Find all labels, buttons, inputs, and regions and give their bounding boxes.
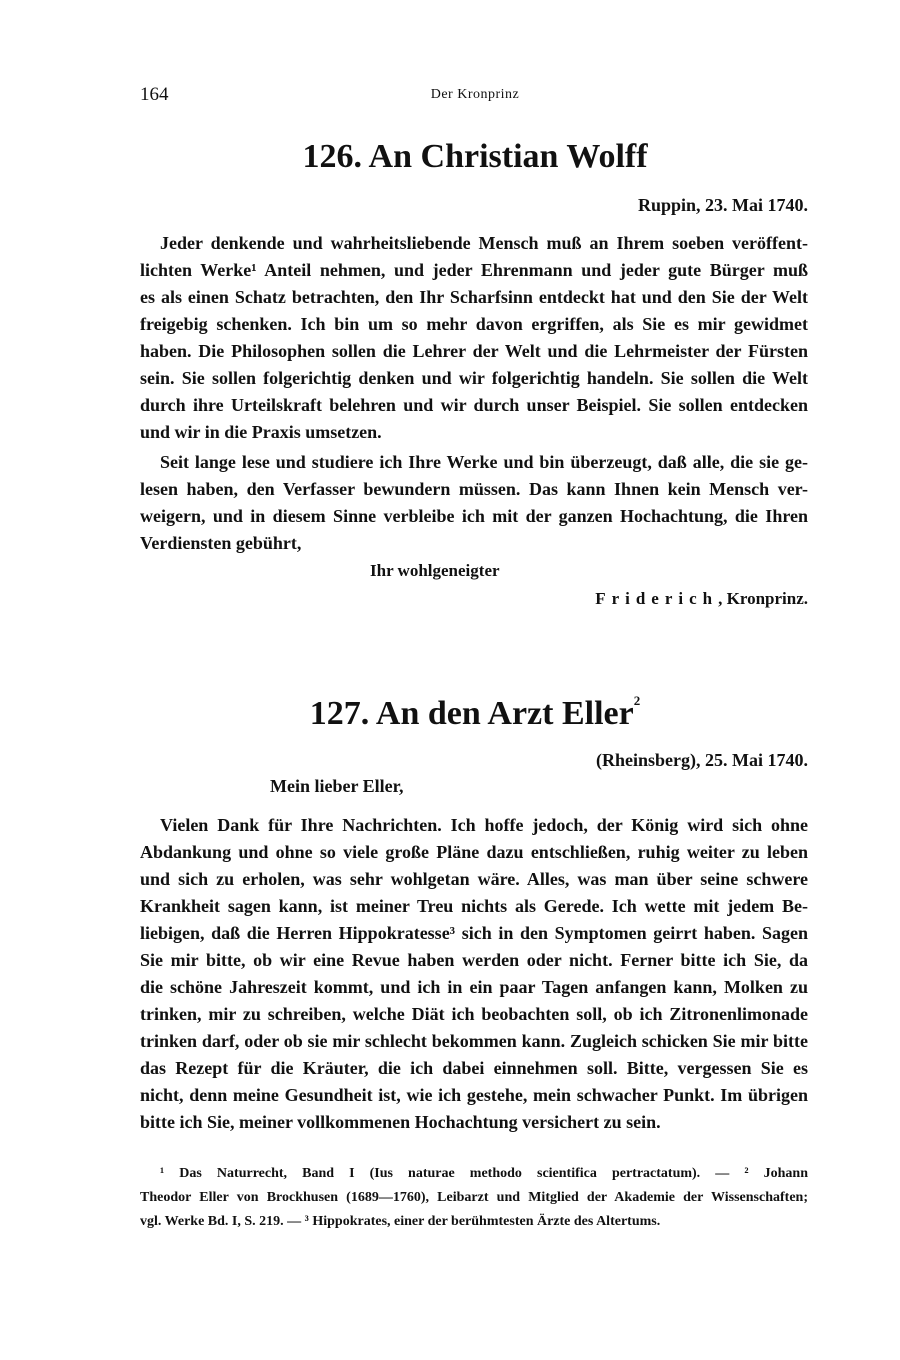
text-line: und wir in die Praxis umsetzen. bbox=[140, 422, 382, 442]
letter-126-closing: Ihr wohlgeneigter bbox=[370, 561, 500, 580]
text-line: weigern, und in diesem Sinne verbleibe ich mit der ganzen Hochachtung, die Ihren bbox=[140, 506, 808, 526]
letter-127-dateline: (Rheinsberg), 25. Mai 1740. bbox=[596, 750, 808, 770]
letter-126-paragraph-2 bbox=[140, 449, 808, 557]
text-line: sein. Sie sollen folgerichtig denken und wir folgerichtig handeln. Sie sollen die Welt bbox=[140, 368, 808, 388]
letter-126-dateline: Ruppin, 23. Mai 1740. bbox=[637, 195, 808, 215]
text-line: Seit lange lese und studiere ich Ihre Werke und bin überzeugt, daß alle, die sie ge- bbox=[160, 452, 808, 472]
text-line: Vielen Dank für Ihre Nachrichten. Ich hoffe jedoch, der König wird sich ohne bbox=[160, 815, 808, 835]
text-line: es als einen Schatz betrachten, den Ihr Scharfsinn entdeckt hat und den Sie der Welt bbox=[140, 287, 808, 307]
text-line: Abdankung und ohne so viele große Pläne dazu entschließen, ruhig weiter zu leben bbox=[140, 842, 808, 862]
signature-title: , Kronprinz. bbox=[718, 589, 808, 608]
signature-name: Friderich bbox=[595, 589, 719, 608]
letter-127-heading bbox=[140, 695, 810, 733]
heading-text: 127. An den Arzt Eller bbox=[309, 695, 634, 732]
letter-126-heading: 126. An Christian Wolff bbox=[302, 138, 648, 175]
footnote-line: vgl. Werke Bd. I, S. 219. — ³ Hippokrates, einer der berühmtesten Ärzte des Altertums. bbox=[140, 1214, 661, 1229]
text-line: die schöne Jahreszeit kommt, und ich in ein paar Tagen anfangen kann, Molken zu bbox=[140, 977, 808, 997]
text-line: lichten Werke¹ Anteil nehmen, und jeder Ehrenmann und jeder gute Bürger muß bbox=[140, 260, 808, 280]
text-line: bitte ich Sie, meiner vollkommenen Hochachtung versichert zu sein. bbox=[140, 1112, 661, 1132]
text-line: das Rezept für die Kräuter, die ich dabei einnehmen soll. Bitte, vergessen Sie es bbox=[140, 1058, 808, 1078]
text-line: liebigen, daß die Herren Hippokratesse³ sich in den Symptomen geirrt haben. Sagen bbox=[140, 923, 808, 943]
page-number: 164 bbox=[140, 84, 169, 105]
footnote-line: ¹ Das Naturrecht, Band I (Ius naturae methodo scientifica pertractatum). — ² Johann bbox=[160, 1166, 808, 1181]
running-title: Der Kronprinz bbox=[430, 87, 520, 102]
text-line: nicht, denn meine Gesundheit ist, wie ich gestehe, mein schwacher Punkt. Im übrigen bbox=[140, 1085, 808, 1105]
text-line: haben. Die Philosophen sollen die Lehrer der Welt und die Lehrmeister der Fürsten bbox=[140, 341, 808, 361]
text-line: und sich zu erholen, was sehr wohlgetan wäre. Alles, was man über seine schwere bbox=[140, 869, 808, 889]
footnotes bbox=[140, 1162, 808, 1234]
text-line: freigebig schenken. Ich bin um so mehr davon ergriffen, als Sie es mir gewidmet bbox=[140, 314, 808, 334]
footnote-ref: 2 bbox=[633, 693, 641, 708]
letter-127-salutation: Mein lieber Eller, bbox=[270, 776, 404, 796]
text-line: Sie mir bitte, ob wir eine Revue haben werden oder nicht. Ferner bitte ich Sie, da bbox=[140, 950, 808, 970]
text-line: durch ihre Urteilskraft belehren und wir durch unser Beispiel. Sie sollen entdecken bbox=[140, 395, 808, 415]
running-header bbox=[140, 84, 810, 108]
text-line: trinken darf, oder ob sie mir schlecht bekommen kann. Zugleich schicken Sie mir bitte bbox=[140, 1031, 808, 1051]
letter-127-body bbox=[140, 812, 808, 1136]
footnote-line: Theodor Eller von Brockhusen (1689—1760), Leibarzt und Mitglied der Akademie der Wissenschaften; bbox=[140, 1190, 808, 1205]
text-line: lesen haben, den Verfasser bewundern müssen. Das kann Ihnen kein Mensch ver- bbox=[140, 479, 808, 499]
text-line: Verdiensten gebührt, bbox=[140, 533, 302, 553]
text-line: Krankheit sagen kann, ist meiner Treu nichts als Gerede. Ich wette mit jedem Be- bbox=[140, 896, 808, 916]
letter-126-signature bbox=[595, 589, 808, 609]
text-line: trinken, mir zu schreiben, welche Diät ich beobachten soll, ob ich Zitronenlimonade bbox=[140, 1004, 808, 1024]
letter-126-paragraph-1 bbox=[140, 230, 808, 446]
text-line: Jeder denkende und wahrheitsliebende Mensch muß an Ihrem soeben veröffent- bbox=[160, 233, 808, 253]
